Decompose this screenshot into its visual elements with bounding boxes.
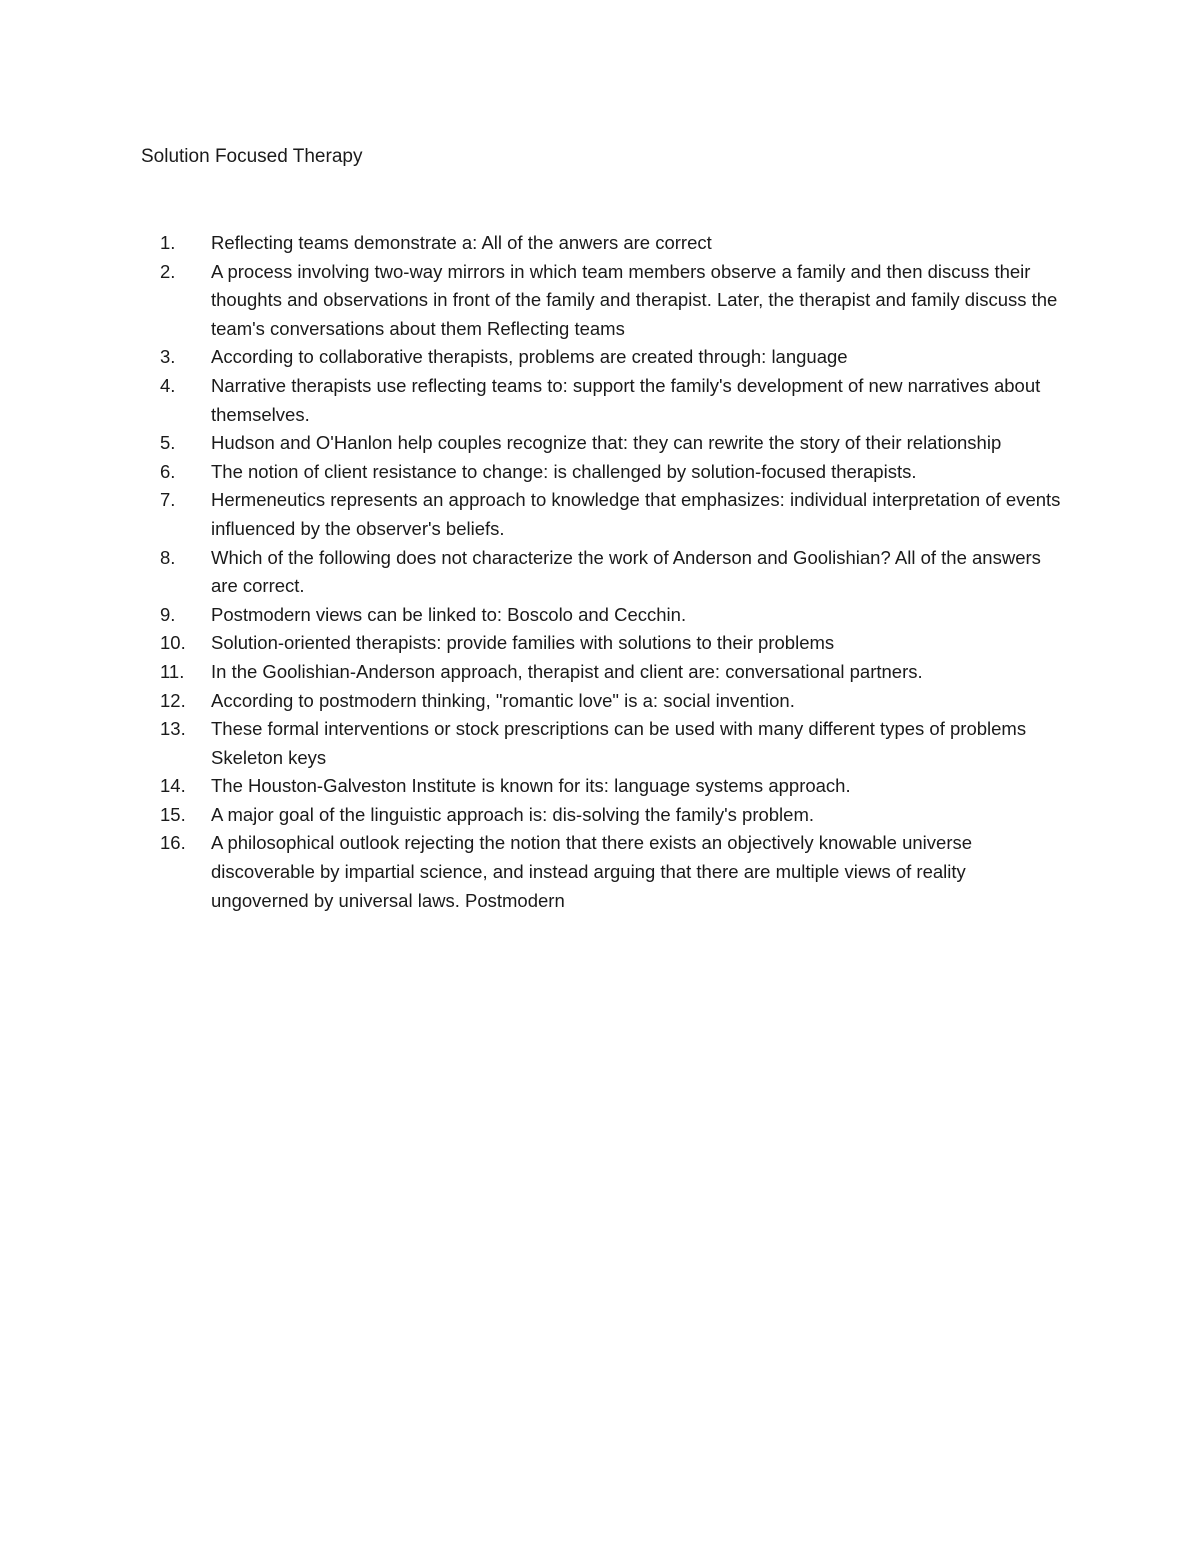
item-text: The Houston-Galveston Institute is known for its: language systems approach. — [211, 775, 851, 797]
list-item — [0, 258, 1061, 344]
item-number: 9. — [160, 603, 176, 625]
item-number: 14. — [160, 775, 186, 797]
item-number: 7. — [160, 489, 176, 511]
item-text: A process involving two-way mirrors in which team members observe a family and then discuss their thoughts and observations in front of the family and therapist. Later, the therapist and family discuss the team's conversations about them Reflecting teams — [211, 260, 1058, 339]
list-item — [0, 372, 1061, 429]
list-item — [0, 343, 1061, 372]
item-number: 2. — [160, 260, 176, 282]
item-number: 13. — [160, 718, 186, 740]
item-text: According to postmodern thinking, "romantic love" is a: social invention. — [211, 689, 795, 711]
item-number: 6. — [160, 460, 176, 482]
item-number: 8. — [160, 546, 176, 568]
item-number: 12. — [160, 689, 186, 711]
list-item — [0, 486, 1061, 543]
list-item — [0, 715, 1061, 772]
item-text: The notion of client resistance to change: is challenged by solution-focused therapists. — [211, 460, 917, 482]
item-text: Solution-oriented therapists: provide families with solutions to their problems — [211, 632, 835, 654]
item-text: Narrative therapists use reflecting teams to: support the family's development of new narratives about themselves. — [211, 374, 1041, 425]
item-text: A philosophical outlook rejecting the notion that there exists an objectively knowable universe discoverable by impartial science, and instead arguing that there are multiple views of reality ungoverned by universal laws. Postmodern — [211, 832, 973, 911]
item-text: A major goal of the linguistic approach is: dis-solving the family's problem. — [211, 803, 815, 825]
item-text: According to collaborative therapists, problems are created through: language — [211, 346, 848, 368]
item-number: 16. — [160, 832, 186, 854]
item-number: 3. — [160, 346, 176, 368]
item-text: In the Goolishian-Anderson approach, therapist and client are: conversational partners. — [211, 660, 923, 682]
item-text: Postmodern views can be linked to: Boscolo and Cecchin. — [211, 603, 687, 625]
list-item — [0, 458, 1061, 487]
question-answer-list — [0, 229, 1200, 915]
item-text: These formal interventions or stock prescriptions can be used with many different types of problems Skeleton keys — [211, 718, 1027, 768]
list-item — [0, 544, 1061, 601]
list-item — [0, 772, 1061, 801]
list-item — [0, 229, 1061, 258]
item-number: 15. — [160, 803, 186, 825]
item-number: 11. — [160, 660, 185, 682]
item-number: 4. — [160, 374, 176, 396]
item-text: Reflecting teams demonstrate a: All of the anwers are correct — [211, 232, 712, 253]
list-item — [0, 801, 1061, 830]
item-text: Hudson and O'Hanlon help couples recognize that: they can rewrite the story of their relationship — [211, 432, 1002, 454]
item-text: Hermeneutics represents an approach to knowledge that emphasizes: individual interpretation of events influenced by the observer's beliefs. — [211, 489, 1061, 539]
list-item — [0, 601, 1061, 630]
item-number: 1. — [160, 232, 176, 253]
list-item — [0, 829, 1061, 915]
item-number: 10. — [160, 632, 186, 654]
document-title: Solution Focused Therapy — [141, 146, 363, 167]
item-number: 5. — [160, 432, 176, 454]
list-item — [0, 429, 1061, 458]
list-item — [0, 687, 1061, 716]
item-text: Which of the following does not characterize the work of Anderson and Goolishian? All of the answers are correct. — [211, 546, 1041, 597]
list-item — [0, 629, 1061, 658]
list-item — [0, 658, 1061, 687]
